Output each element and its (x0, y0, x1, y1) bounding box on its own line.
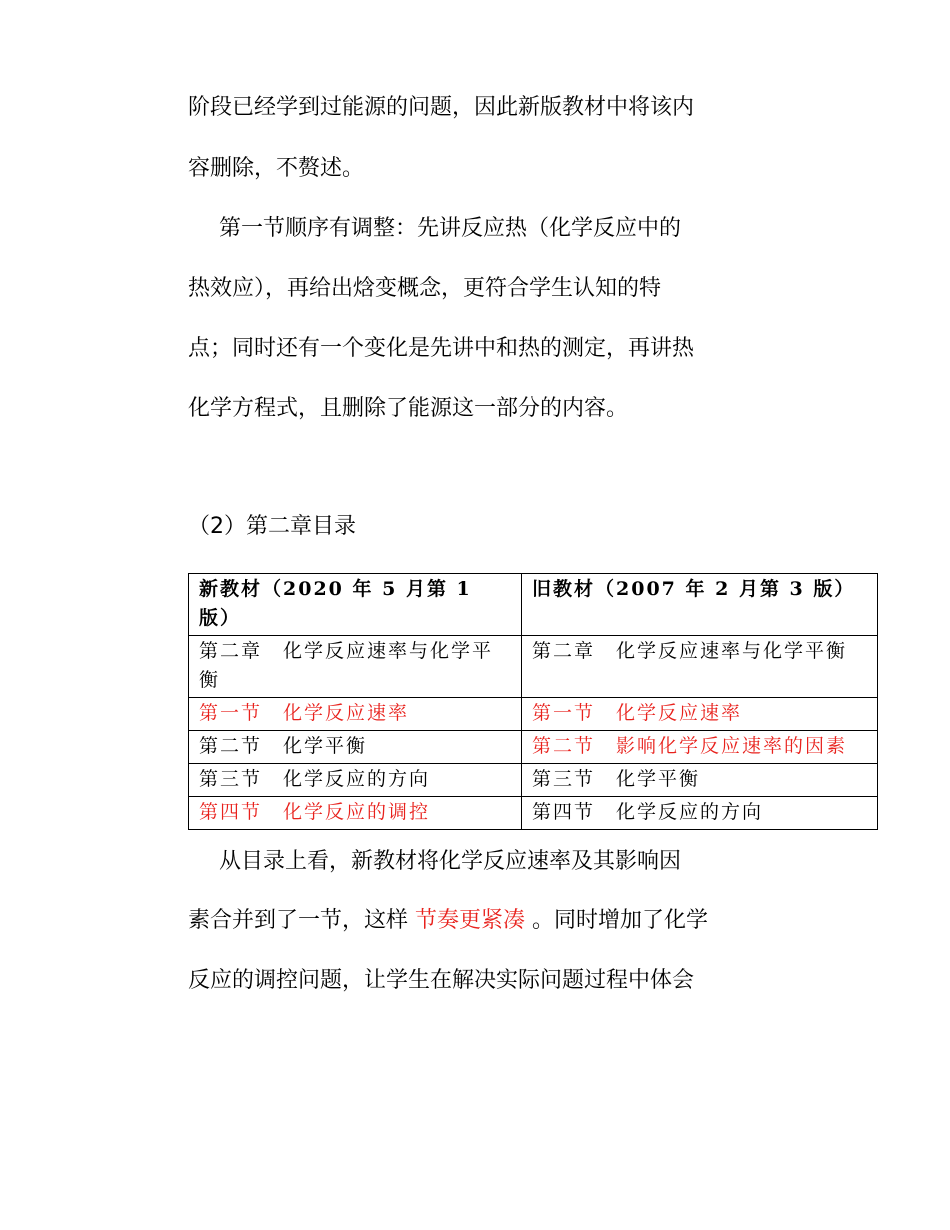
cell-old: 第二章 化学反应速率与化学平衡 (522, 636, 878, 698)
table-row (189, 636, 878, 698)
cell-old: 第四节 化学反应的方向 (522, 797, 878, 830)
text-segment: 素合并到了一节，这样 (188, 908, 415, 933)
cell-new: 第三节 化学反应的方向 (189, 764, 522, 797)
header-new-textbook: 新教材（2020 年 5 月第 1 版） (189, 574, 522, 636)
cell-old-highlighted: 第一节 化学反应速率 (522, 698, 878, 731)
text-line: 从目录上看，新教材将化学反应速率及其影响因 (219, 849, 682, 874)
cell-new-highlighted: 第四节 化学反应的调控 (189, 797, 522, 830)
table-row (189, 764, 878, 797)
text-line: 阶段已经学到过能源的问题，因此新版教材中将该内 (188, 95, 695, 120)
chapter-toc-comparison-table (188, 573, 878, 830)
cell-old: 第三节 化学平衡 (522, 764, 878, 797)
text-line: 第一节顺序有调整：先讲反应热（化学反应中的 (219, 216, 682, 241)
cell-new-highlighted: 第一节 化学反应速率 (189, 698, 522, 731)
highlighted-phrase: 节奏更紧凑 (415, 908, 526, 933)
table-header-row (189, 574, 878, 636)
text-line: 热效应），再给出焓变概念，更符合学生认知的特 (188, 276, 662, 301)
header-old-textbook: 旧教材（2007 年 2 月第 3 版） (522, 574, 878, 636)
text-line: 化学方程式，且删除了能源这一部分的内容。 (188, 396, 629, 421)
table-row (189, 698, 878, 731)
section-heading: （2）第二章目录 (188, 514, 356, 539)
cell-new: 第二章 化学反应速率与化学平衡 (189, 636, 522, 698)
text-line-with-highlight (188, 906, 708, 936)
text-line: 容删除，不赘述。 (188, 156, 365, 181)
text-segment: 。同时增加了化学 (525, 908, 709, 933)
text-line: 反应的调控问题，让学生在解决实际问题过程中体会 (188, 968, 695, 993)
table-row (189, 797, 878, 830)
text-line: 点；同时还有一个变化是先讲中和热的测定，再讲热 (188, 336, 695, 361)
cell-old-highlighted: 第二节 影响化学反应速率的因素 (522, 731, 878, 764)
cell-new: 第二节 化学平衡 (189, 731, 522, 764)
table-row (189, 731, 878, 764)
